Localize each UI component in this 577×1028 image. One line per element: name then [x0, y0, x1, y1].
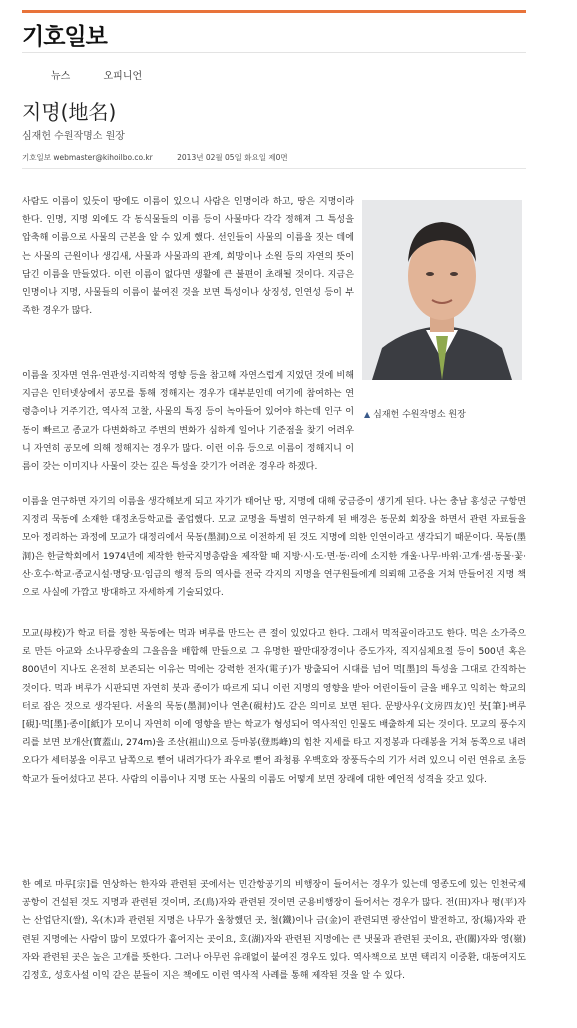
photo-caption-text: 심재헌 수원작명소 원장	[373, 410, 466, 420]
article-publisher: 기호일보 webmaster@kihoilbo.co.kr	[22, 153, 153, 162]
nav-item-news[interactable]: 뉴스	[51, 71, 71, 82]
nav-divider	[22, 52, 526, 53]
article-byline: 심재헌 수원작명소 원장	[22, 131, 125, 142]
nav-item-opinion[interactable]: 오피니언	[103, 71, 143, 82]
article-title: 지명(地名)	[22, 100, 117, 124]
author-portrait-image	[362, 200, 522, 380]
article-paragraph-4: 모교(母校)가 학교 터를 정한 묵동에는 먹과 벼루를 만드는 큰 절이 있었다고 한다. 그래서 먹적골이라고도 한다. 먹은 소가죽으로 만든 아교와 소나무광솔의 그을음을 배합해 만들으로 그 유명한 팔만대장경이나 증도가자, 직지심체요절 등이 500년 혹은 800년이 지나도 온전히 보존되는 이유는 먹에는 강력한 전자(電子)가 방출되어 시대를 넘어 먹[墨]의 특성을 그대로 간직하는 것이다. 먹과 벼루가 시판되면 자연히 붓과 종이가 따르게 되니 이런 지명의 영향을 받아 어린이들이 글을 배우고 익히는 학교의 터로 잡은 것으로 생각된다. 서울의 묵동(墨洞)이나 연촌(硯村)도 같은 의미로 보면 된다. 문방사우(文房四友)인 붓[筆]·벼루[硯]·먹[墨]·종이[紙]가 모이니 자연히 이에 영향을 받는 학교가 형성되어 역사적인 인물도 배출하게 되는 것이다. 모교의 풍수지리를 보면 보개산(寶蓋山, 274m)을 조산(祖山)으로 등마봉(登馬峰)의 힘찬 지세를 타고 지정봉과 다래봉을 거쳐 동쪽으로 내려오다가 세터봉을 이루고 남쪽으로 뻗어 내려가다가 좌우로 뻗어 좌청룡 우백호와 장풍득수의 기가 서려 있으니 이런 연유로 초등학교가 들어섰다고 본다. 사람의 이름이나 지명 또는 사물의 이름도 어떻게 보면 장래에 대한 예언적 성격을 갖고 있다.	[22, 629, 526, 785]
article-paragraph-5: 한 예로 마루[宗]를 연상하는 한자와 관련된 곳에서는 민간항공기의 비행장이 들어서는 경우가 있는데 영종도에 있는 인천국제공항이 건설된 것도 지명과 관련된 것이며, 조(鳥)자와 관련된 것이면 군용비행장이 들어서는 경우가 많다. 전(田)자나 평(平)자는 산업단지(쌀), 옥(木)과 관련된 지명은 나무가 울창했던 곳, 철(鐵)이나 금(金)이 관련되면 광산업이 발전하고, 장(場)자와 관련된 지명에는 사람이 많이 모였다가 흩어지는 곳이요, 호(湖)자와 관련된 지명에는 큰 냇물과 관련된 곳이요, 관(關)자와 영(嶺)자와 관련된 곳은 높은 고개를 뜻한다. 그러나 아무런 유래없이 붙여진 경우도 있다. 역사책으로 보면 택리지 이중환, 대동여지도 김정호, 성호사설 이익 같은 분들이 지은 책에도 이런 역사적 사례를 통해 제작된 것을 알 수 있다.	[22, 880, 526, 982]
article-paragraph-3: 이름을 연구하면 자기의 이름을 생각해보게 되고 자기가 태어난 땅, 지명에 대해 궁금증이 생기게 된다. 나는 충남 홍성군 구항면 지정리 묵동에 소재한 대정초등학교를 졸업했다. 모교 교명을 특별히 연구하게 된 배경은 동문회 회장을 하면서 관련 자료들을 모아 정리하는 과정에 모교가 대정리에서 묵동(墨洞)으로 이전하게 된 것도 지명에 의한 인연이라고 생각되기 때문이다. 묵동(墨洞)은 한글학회에서 1974년에 제작한 한국지명총람을 제작할 때 지방·시·도·면·동·리에 소지한 개울·나무·바위·고개·샘·동물·꽃·산·호수·학교·종교시설·명당·묘·임금의 행적 등의 역사를 전국 각지의 지명을 연구원들에게 의뢰해 고증을 거쳐 만들어진 지명 책으로 사실에 가깝고 방대하고 자세하게 기술되었다.	[22, 497, 526, 599]
top-accent-bar	[22, 10, 526, 13]
site-logo[interactable]: 기호일보	[22, 24, 107, 50]
main-nav	[51, 67, 172, 82]
article-paragraph-1: 사람도 이름이 있듯이 땅에도 이름이 있으니 사람은 인명이라 하고, 땅은 지명이라 한다. 인명, 지명 외에도 각 동식물들의 이름 등이 사물마다 각각 정해져 그 특성을 압축해 이름으로 사물의 근본을 알 수 있게 했다. 선인들이 사물의 이름을 짓는 데에는 사물의 근원이나 생김새, 사물과 사물과의 관계, 희망이나 소원 등의 자연의 뜻이 담긴 이름을 만들었다. 이런 이름이 없다면 생활에 큰 불편이 초래될 것이다. 지금은 인명이나 지명, 사물들의 이름이 붙여진 것을 보면 특성이나 상징성, 인연성 등이 부족한 경우가 많다.	[22, 197, 354, 317]
article-date: 2013년 02월 05일 화요일 제0면	[177, 153, 288, 162]
caption-triangle-icon: ▲	[364, 410, 371, 419]
author-photo	[362, 200, 522, 380]
article-meta	[22, 152, 288, 163]
meta-divider	[22, 168, 526, 169]
photo-caption	[364, 407, 466, 420]
article-paragraph-2: 이름을 짓자면 연유·연관성·지리학적 영향 등을 참고해 자연스럽게 지었던 것에 비해 지금은 인터넷상에서 공모를 통해 정해지는 경우가 대부분인데 여기에 참여하는 연령층이나 거주기간, 역사적 고찰, 사물의 특징 등이 녹아들어 있어야 하는데 인구 이동이 빠르고 종교가 다변화하고 주변의 변화가 심하게 일어나 기준점을 찾기 어려우니 자연히 공모에 의해 정해지는 경우가 많다. 이런 이유 등으로 이름이 정해지니 이름이 갖는 이미지나 사물이 갖는 깊은 특성을 갖기가 어려운 경우라 하겠다.	[22, 371, 354, 473]
